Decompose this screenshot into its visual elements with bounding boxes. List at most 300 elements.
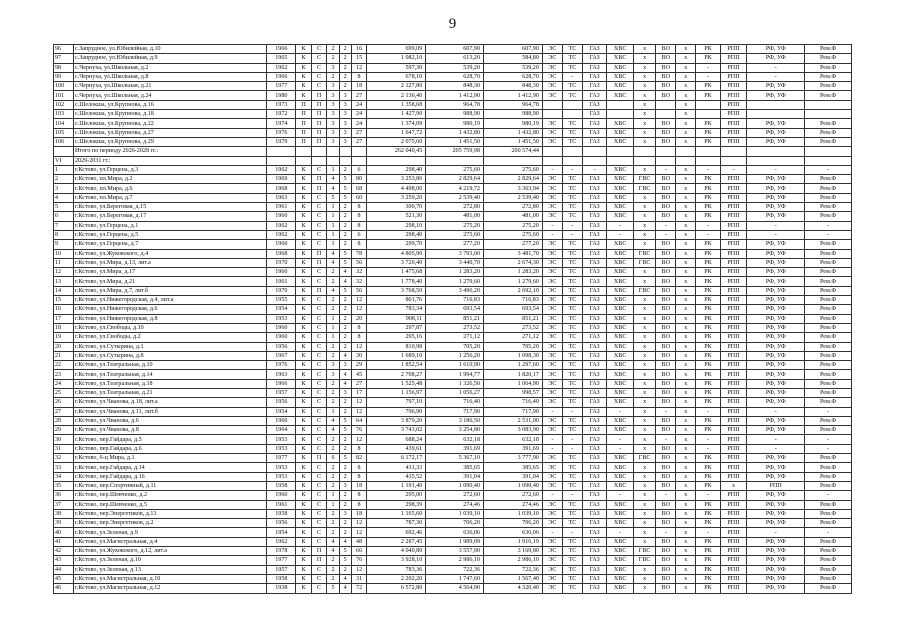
table-cell: 699,09 <box>367 45 426 54</box>
table-cell: Рем.Ф <box>805 556 852 565</box>
table-cell: РПП <box>720 240 747 249</box>
table-cell: ХВС <box>607 509 634 518</box>
table-cell: - <box>696 230 720 239</box>
table-cell: К <box>296 584 312 593</box>
table-cell: ХВС <box>607 333 634 342</box>
table-cell: ЭС <box>542 416 562 425</box>
table-cell: 275,20 <box>426 221 484 230</box>
table-row <box>54 91 852 100</box>
table-cell: К <box>296 528 312 537</box>
table-cell: ТС <box>562 509 582 518</box>
table-cell: 271,12 <box>426 333 484 342</box>
table-cell: ТС <box>562 537 582 546</box>
table-row <box>54 435 852 444</box>
table-cell: - <box>805 528 852 537</box>
table-cell: ГАЗ <box>582 556 606 565</box>
table-cell: Рем.Ф <box>805 574 852 583</box>
table-cell: 4 <box>327 184 339 193</box>
table-cell: 105 <box>54 128 74 137</box>
table-cell: х <box>676 491 696 500</box>
table-cell: 1956 <box>267 342 296 351</box>
table-cell: 3 <box>327 137 339 146</box>
table-cell: РФ, УФ <box>747 416 805 425</box>
table-row <box>54 500 852 509</box>
table-cell: К <box>296 333 312 342</box>
table-cell: РК <box>696 547 720 556</box>
table-cell: С <box>311 193 327 202</box>
table-cell: 2 075,60 <box>367 137 426 146</box>
table-cell: ТС <box>562 286 582 295</box>
table-cell: К <box>296 203 312 212</box>
table-cell: ВО <box>656 500 676 509</box>
table-cell: РПП <box>720 491 747 500</box>
table-row <box>54 100 852 109</box>
table-cell: 27 <box>351 137 367 146</box>
table-cell: ТС <box>562 240 582 249</box>
table-cell: 97 <box>54 54 74 63</box>
table-cell: ХВС <box>607 128 634 137</box>
table-cell: ВО <box>656 249 676 258</box>
table-cell: С <box>311 361 327 370</box>
table-cell: С <box>311 481 327 490</box>
table-cell: 295,16 <box>367 333 426 342</box>
address-cell: г.Кстово, ул.Жуковского, д.4 <box>74 249 267 258</box>
table-cell: х <box>634 119 656 128</box>
table-row <box>54 537 852 546</box>
table-cell: 2 <box>327 481 339 490</box>
table-cell: С <box>311 463 327 472</box>
table-cell: 2 <box>339 230 351 239</box>
table-cell: РПП <box>720 351 747 360</box>
table-cell: РПП <box>720 119 747 128</box>
table-cell: 1960 <box>267 212 296 221</box>
table-cell: 64 <box>351 416 367 425</box>
table-cell: х <box>676 165 696 174</box>
table-cell: 3 254,80 <box>426 426 484 435</box>
table-cell: 277,20 <box>426 240 484 249</box>
table-cell: 1 432,80 <box>484 128 543 137</box>
table-cell: 783,34 <box>367 305 426 314</box>
table-cell: Рем.Ф <box>805 72 852 81</box>
table-cell: РК <box>696 556 720 565</box>
address-cell: с.Шелокша, ул.Крупнова, д.22 <box>74 119 267 128</box>
table-cell: РПП <box>720 296 747 305</box>
table-cell: С <box>311 379 327 388</box>
table-cell: - <box>607 435 634 444</box>
table-cell: 1974 <box>267 119 296 128</box>
table-cell: РК <box>696 574 720 583</box>
table-cell: 1 <box>327 212 339 221</box>
table-cell: С <box>311 165 327 174</box>
table-cell: 5 <box>339 175 351 184</box>
table-cell: 16 <box>351 45 367 54</box>
table-cell: х <box>676 416 696 425</box>
table-cell: РПП <box>720 547 747 556</box>
table-cell: ВО <box>656 481 676 490</box>
table-cell: ВО <box>656 537 676 546</box>
table-cell: 2 <box>327 388 339 397</box>
address-cell: г.Кстово, пл.Мира, д.2 <box>74 175 267 184</box>
table-cell: ВО <box>656 416 676 425</box>
table-cell: ХВС <box>607 481 634 490</box>
table-cell: П <box>296 110 312 119</box>
table-cell: 3 928,10 <box>367 556 426 565</box>
table-cell: РК <box>696 342 720 351</box>
table-cell: х <box>634 481 656 490</box>
table-cell <box>747 156 805 165</box>
table-cell: 1978 <box>267 547 296 556</box>
table-cell: 521,30 <box>367 212 426 221</box>
table-cell: 28 <box>54 416 74 425</box>
table-cell: К <box>296 481 312 490</box>
table-cell: РК <box>696 258 720 267</box>
table-cell: 31 <box>351 574 367 583</box>
table-cell: РФ, УФ <box>747 398 805 407</box>
table-cell: 1966 <box>267 379 296 388</box>
table-cell: 4 040,80 <box>367 547 426 556</box>
address-cell: г.Кстово, ул.Чванова, д.6 <box>74 416 267 425</box>
table-cell: 272,60 <box>484 491 543 500</box>
table-cell: ХВС <box>607 351 634 360</box>
table-cell: х <box>676 454 696 463</box>
table-cell: 964,78 <box>426 100 484 109</box>
table-cell: х <box>634 277 656 286</box>
table-cell: 300,70 <box>367 203 426 212</box>
table-cell <box>805 156 852 165</box>
table-cell: ТС <box>562 416 582 425</box>
table-cell: С <box>311 342 327 351</box>
table-cell: 3 <box>339 128 351 137</box>
table-cell: 8 <box>351 240 367 249</box>
table-cell: 2 <box>327 435 339 444</box>
table-cell: РПП <box>720 277 747 286</box>
table-cell: ТС <box>562 388 582 397</box>
table-cell: 705,20 <box>484 342 543 351</box>
table-cell: 98 <box>54 63 74 72</box>
table-cell: 2 <box>339 472 351 481</box>
table-cell: 15 <box>54 296 74 305</box>
table-cell <box>696 156 720 165</box>
table-cell: К <box>296 54 312 63</box>
table-cell: РК <box>696 193 720 202</box>
table-cell: ТС <box>562 547 582 556</box>
table-cell: 5 <box>327 193 339 202</box>
table-cell: ХВС <box>607 268 634 277</box>
table-cell: - <box>582 165 606 174</box>
table-cell: 2 539,40 <box>426 193 484 202</box>
table-cell: 2 <box>339 221 351 230</box>
table-cell: ТС <box>562 463 582 472</box>
table-cell: Рем.Ф <box>805 537 852 546</box>
table-cell: 584,80 <box>484 54 543 63</box>
table-cell: х <box>634 407 656 416</box>
table-cell: 964,78 <box>484 100 543 109</box>
table-cell: 481,00 <box>426 212 484 221</box>
address-cell: г.Кстово, ул.Театральная, д.18 <box>74 379 267 388</box>
table-cell: РФ, УФ <box>747 379 805 388</box>
table-cell: ЭС <box>542 240 562 249</box>
table-cell: х <box>676 82 696 91</box>
table-cell: ЭС <box>542 323 562 332</box>
table-cell: П <box>311 286 327 295</box>
table-cell: х <box>676 584 696 593</box>
table-cell: ГАЗ <box>582 323 606 332</box>
table-cell: 80 <box>351 175 367 184</box>
table-row <box>54 82 852 91</box>
table-cell: ТС <box>562 323 582 332</box>
table-cell: 3 169,80 <box>484 547 543 556</box>
table-cell: 2 674,30 <box>484 258 543 267</box>
table-row <box>54 230 852 239</box>
table-cell: РК <box>696 82 720 91</box>
table-cell: РФ, УФ <box>747 277 805 286</box>
table-cell: ЭС <box>542 370 562 379</box>
table-cell: 1963 <box>267 193 296 202</box>
table-cell: 1964 <box>267 426 296 435</box>
table-cell: 38 <box>54 509 74 518</box>
table-cell: ХВС <box>607 137 634 146</box>
table-cell: ЭС <box>542 556 562 565</box>
table-cell: РПП <box>720 63 747 72</box>
table-cell: С <box>311 388 327 397</box>
table-cell: 3 <box>339 509 351 518</box>
table-cell: 76 <box>351 426 367 435</box>
table-cell: х <box>676 221 696 230</box>
table-cell: П <box>311 547 327 556</box>
table-cell: ТС <box>562 370 582 379</box>
table-cell <box>656 147 676 156</box>
address-cell: Итого по периоду 2026-2028 гг.: <box>74 147 267 156</box>
table-cell: х <box>634 491 656 500</box>
table-cell: 12 <box>351 398 367 407</box>
table-cell: Рем.Ф <box>805 500 852 509</box>
table-cell: ХВС <box>607 305 634 314</box>
table-cell: ВО <box>656 519 676 528</box>
table-cell: 1 747,60 <box>426 574 484 583</box>
table-cell: х <box>676 323 696 332</box>
address-cell: г.Кстово, ул.Нижегородская, д.6 <box>74 305 267 314</box>
table-cell: ХВС <box>607 249 634 258</box>
table-cell: 43 <box>54 556 74 565</box>
table-cell: 1960 <box>267 240 296 249</box>
table-cell: 1 994,77 <box>426 370 484 379</box>
table-cell <box>311 156 327 165</box>
table-cell: ТС <box>562 63 582 72</box>
table-row <box>54 268 852 277</box>
table-cell: РФ, УФ <box>747 584 805 593</box>
table-row <box>54 203 852 212</box>
table-cell: РФ, УФ <box>747 323 805 332</box>
table-cell: 275,60 <box>426 165 484 174</box>
table-cell: 1 432,80 <box>426 128 484 137</box>
table-cell: 299,70 <box>367 240 426 249</box>
table-cell: 1977 <box>267 556 296 565</box>
table-cell: К <box>296 165 312 174</box>
table-cell: 44 <box>54 565 74 574</box>
table-cell: К <box>296 463 312 472</box>
table-cell: РПП <box>720 221 747 230</box>
table-cell: 1 989,09 <box>426 537 484 546</box>
table-cell: П <box>311 184 327 193</box>
table-cell: х <box>676 351 696 360</box>
table-cell: 1976 <box>267 361 296 370</box>
table-cell: - <box>747 63 805 72</box>
table-cell: х <box>676 128 696 137</box>
table-cell: 96 <box>54 45 74 54</box>
table-cell: ВО <box>656 63 676 72</box>
table-cell: ТС <box>562 91 582 100</box>
table-cell: ТС <box>562 184 582 193</box>
table-cell: ВО <box>656 119 676 128</box>
table-cell: 33 <box>54 463 74 472</box>
table-cell: 35 <box>54 481 74 490</box>
table-cell: 103 <box>54 110 74 119</box>
table-cell: Рем.Ф <box>805 258 852 267</box>
table-cell: х <box>634 268 656 277</box>
table-cell: ГВС <box>634 547 656 556</box>
table-cell: 1969 <box>267 175 296 184</box>
table-cell: РПП <box>720 407 747 416</box>
table-row <box>54 351 852 360</box>
table-cell: х <box>634 45 656 54</box>
address-cell: г.Кстово, ул.Магистральная, д.4 <box>74 537 267 546</box>
table-cell: - <box>542 435 562 444</box>
table-cell: ЭС <box>542 333 562 342</box>
table-cell <box>696 110 720 119</box>
table-cell: ГАЗ <box>582 370 606 379</box>
table-cell: - <box>720 165 747 174</box>
table-cell: х <box>676 342 696 351</box>
table-cell: ХВС <box>607 416 634 425</box>
table-cell: 4 805,90 <box>367 249 426 258</box>
table-cell: 2 <box>327 472 339 481</box>
table-cell: - <box>542 528 562 537</box>
table-cell: К <box>296 491 312 500</box>
table-cell: 1955 <box>267 296 296 305</box>
table-cell: х <box>634 426 656 435</box>
table-cell: 1 279,60 <box>484 277 543 286</box>
table-cell: 2 <box>339 407 351 416</box>
table-cell: РК <box>696 500 720 509</box>
table-cell: 6 <box>54 212 74 221</box>
table-cell: 3 259,20 <box>367 193 426 202</box>
table-cell: ХВС <box>607 258 634 267</box>
table-cell: 1954 <box>267 407 296 416</box>
table-cell <box>562 110 582 119</box>
address-cell: г.Кстово, ул.Сутырина, д.8 <box>74 351 267 360</box>
table-cell: 636,06 <box>426 528 484 537</box>
table-cell: Рем.Ф <box>805 63 852 72</box>
table-cell: - <box>747 407 805 416</box>
table-cell <box>562 156 582 165</box>
table-cell: ВО <box>656 388 676 397</box>
table-cell: РК <box>696 268 720 277</box>
table-cell: ВО <box>656 426 676 435</box>
table-cell: - <box>696 72 720 81</box>
table-cell: ЭС <box>542 509 562 518</box>
table-cell: х <box>676 54 696 63</box>
table-cell: 6 172,17 <box>367 454 426 463</box>
table-row <box>54 258 852 267</box>
table-cell: К <box>296 184 312 193</box>
table-cell: 104 <box>54 119 74 128</box>
table-cell: 1962 <box>267 221 296 230</box>
table-cell: 2 136,40 <box>367 91 426 100</box>
table-cell: ТС <box>562 565 582 574</box>
address-cell: г.Кстово, ул.Свободы, д.10 <box>74 323 267 332</box>
address-cell: с.Шелокша, ул.Крупнова, д.27 <box>74 128 267 137</box>
table-cell <box>484 156 543 165</box>
table-cell: С <box>311 565 327 574</box>
table-cell: 1 427,90 <box>367 110 426 119</box>
table-cell: ГВС <box>634 454 656 463</box>
table-cell: РК <box>696 398 720 407</box>
table-cell: 298,10 <box>367 221 426 230</box>
address-cell: г.Кстово, 6-ц Мира, д.1 <box>74 454 267 463</box>
table-cell: 716,40 <box>426 398 484 407</box>
table-cell: РФ, УФ <box>747 537 805 546</box>
table-cell: ГВС <box>634 175 656 184</box>
table-cell: РФ, УФ <box>747 351 805 360</box>
table-cell: х <box>634 305 656 314</box>
table-cell: 5 <box>339 258 351 267</box>
table-cell: 1 610,90 <box>426 361 484 370</box>
table-cell: 4 564,90 <box>426 584 484 593</box>
table-cell: 2 <box>339 528 351 537</box>
table-cell: С <box>311 82 327 91</box>
table-cell: 4 <box>327 286 339 295</box>
table-cell: 1970 <box>267 258 296 267</box>
address-cell: с.Чернуха, ул.Школьная, д.2 <box>74 63 267 72</box>
address-cell: г.Кстово, ул.Мира, д.7, лит.б <box>74 286 267 295</box>
table-cell: ХВС <box>607 91 634 100</box>
table-cell: РПП <box>720 574 747 583</box>
table-cell: 391,04 <box>426 472 484 481</box>
table-cell: ГАЗ <box>582 342 606 351</box>
table-cell: ГАЗ <box>582 547 606 556</box>
table-cell: 693,54 <box>426 305 484 314</box>
table-cell: ХВС <box>607 72 634 81</box>
table-cell: 988,90 <box>426 110 484 119</box>
table-cell: РПП <box>720 556 747 565</box>
table-cell: ХВС <box>607 184 634 193</box>
table-cell: 1 <box>327 500 339 509</box>
table-cell: ГАЗ <box>582 472 606 481</box>
table-cell <box>747 147 805 156</box>
table-cell: 3 <box>327 119 339 128</box>
table-cell: 722,36 <box>484 565 543 574</box>
table-cell: РПП <box>720 379 747 388</box>
table-cell: ХВС <box>607 388 634 397</box>
table-cell: ТС <box>562 454 582 463</box>
table-cell: ВО <box>656 82 676 91</box>
table-cell: ЭС <box>542 351 562 360</box>
table-cell: 1 <box>327 230 339 239</box>
table-cell: ВО <box>656 91 676 100</box>
table-cell: 6 572,80 <box>367 584 426 593</box>
table-cell: Рем.Ф <box>805 212 852 221</box>
table-cell: РФ, УФ <box>747 286 805 295</box>
table-cell: Рем.Ф <box>805 565 852 574</box>
table-cell: 1 039,10 <box>484 509 543 518</box>
table-cell: х <box>634 379 656 388</box>
table-cell: х <box>720 481 747 490</box>
table-cell: 688,24 <box>367 435 426 444</box>
table-cell: х <box>676 444 696 453</box>
table-cell: РФ, УФ <box>747 128 805 137</box>
table-cell: - <box>805 230 852 239</box>
table-row <box>54 63 852 72</box>
